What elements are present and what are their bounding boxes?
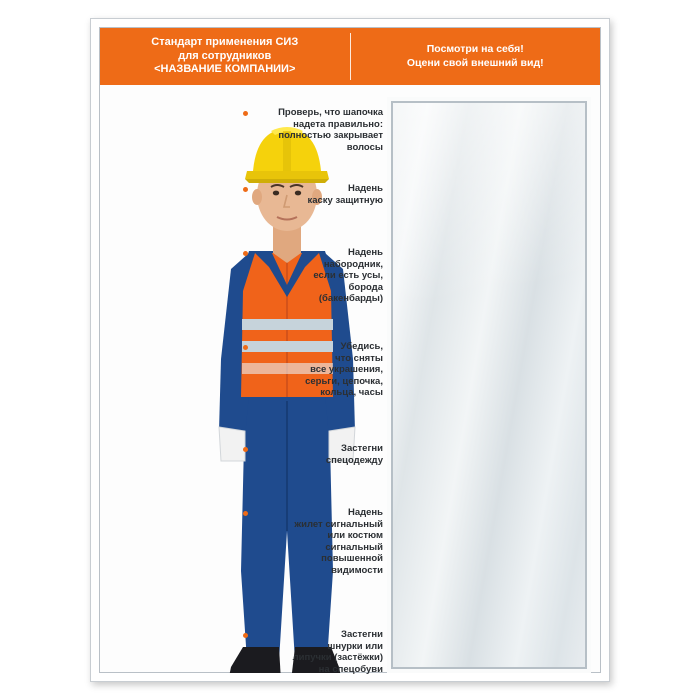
bullet-line: серьги, цепочка, xyxy=(305,375,383,387)
bullet-line: или костюм xyxy=(327,530,383,542)
bullet-line: сигнальный xyxy=(325,541,383,553)
bullet-line: набородник, xyxy=(323,258,383,270)
bullet-line: Проверь, что шапочка xyxy=(278,107,383,118)
list-item xyxy=(241,341,383,399)
list-item xyxy=(241,247,383,305)
bullet-icon xyxy=(243,345,248,350)
bullet-line: Надень xyxy=(347,183,383,194)
header-left-line-1: Стандарт применения СИЗ xyxy=(151,36,299,49)
bullet-icon xyxy=(243,447,248,452)
header-right-line-1: Посмотри на себя! xyxy=(426,43,524,55)
bullet-line: Надень xyxy=(347,247,383,258)
header-left-title xyxy=(100,28,350,85)
bullet-line: полностью закрывает xyxy=(278,130,383,142)
list-item xyxy=(241,507,383,577)
mirror-glass xyxy=(391,101,587,669)
bullet-line: видимости xyxy=(331,564,383,576)
bullet-line: кольца, часы xyxy=(320,387,383,399)
bullet-line: жилет сигнальный xyxy=(294,518,383,530)
header-right-title xyxy=(351,28,601,85)
poster xyxy=(90,18,610,682)
bullet-icon xyxy=(243,251,248,256)
bullet-icon xyxy=(243,633,248,638)
bullet-line: Надень xyxy=(347,507,383,518)
bullet-line: что сняты xyxy=(335,352,383,364)
bullet-line: Застегни xyxy=(341,443,383,454)
header-right-line-2: Оцени свой внешний вид! xyxy=(406,56,544,69)
bullet-line: липучки (застёжки) xyxy=(292,652,383,664)
bullet-line: (бакенбарды) xyxy=(318,293,383,305)
header-left-line-2: для сотрудников xyxy=(178,49,272,62)
bullet-line: борода xyxy=(348,281,383,293)
header-divider xyxy=(350,33,351,80)
bullet-line: все украшения, xyxy=(310,364,383,376)
bullet-line: Убедись, xyxy=(340,341,383,352)
list-item xyxy=(241,443,383,466)
mirror-panel xyxy=(387,97,591,673)
header-left-line-3: <НАЗВАНИЕ КОМПАНИИ> xyxy=(154,63,296,76)
list-item xyxy=(241,183,383,206)
bullet-line: если есть усы, xyxy=(313,270,383,282)
list-item xyxy=(241,107,383,153)
bullet-icon xyxy=(243,511,248,516)
bullet-line: каску защитную xyxy=(307,194,383,206)
poster-header xyxy=(100,28,600,85)
bullet-icon xyxy=(243,187,248,192)
bullet-line: волосы xyxy=(346,141,383,153)
bullet-line: шнурки или xyxy=(327,640,383,652)
bullet-line: повышенной xyxy=(321,553,383,565)
bullet-line: Застегни xyxy=(341,629,383,640)
list-item xyxy=(241,629,383,675)
bullet-line: спецодежду xyxy=(325,454,383,466)
bullet-icon xyxy=(243,111,248,116)
bullet-line: на спецобуви xyxy=(318,663,383,675)
bullet-line: надета правильно: xyxy=(293,118,383,130)
